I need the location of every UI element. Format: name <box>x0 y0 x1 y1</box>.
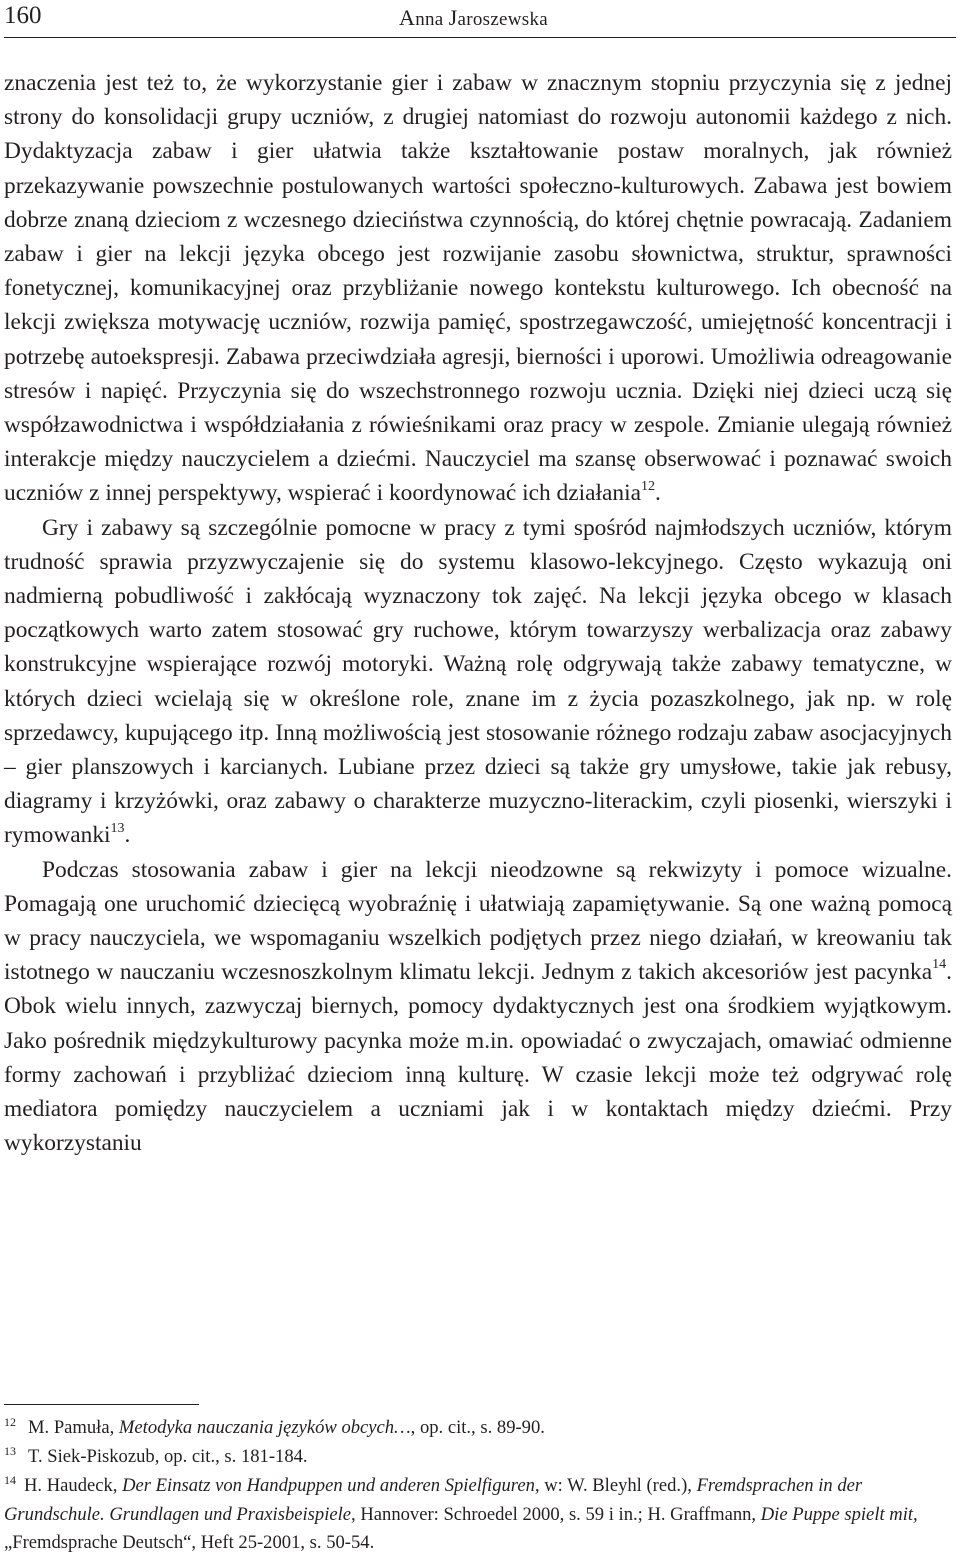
author-initial-first: A <box>399 5 416 30</box>
header-rule <box>4 37 956 38</box>
footnote-12 <box>4 1414 952 1443</box>
footnote-12-author: M. Pamuła, <box>28 1417 119 1438</box>
paragraph-3-text-b: . Obok wielu innych, zazwyczaj biernych, pomocy dydaktycznych jest ona środkiem wyjątkowym. Jako pośrednik międzykulturowy pacynka może m.in. opowiadać o zwyczajach, omawiać odmienne formy zachowań i przybliżać dzieciom inną kulturę. W czasie lekcji może też odgrywać rolę mediatora pomiędzy nauczycielem a uczniami jak i w kontaktach między dziećmi. Przy wykorzystaniu <box>4 959 952 1157</box>
footnote-14-mid2: Hannover: Schroedel 2000, s. 59 i in.; H. Graffmann, <box>355 1504 761 1525</box>
footnote-14-author: H. Haudeck, <box>24 1475 123 1496</box>
author-rest-first: nna <box>415 9 449 30</box>
author-initial-last: J <box>448 5 458 30</box>
footnote-13-number: 13 <box>4 1444 16 1458</box>
footnote-14-title3: Die Puppe spielt mit, <box>760 1504 918 1525</box>
footnote-12-title: Metodyka nauczania języków obcych… <box>118 1417 411 1438</box>
paragraph-2-end: . <box>124 822 131 849</box>
running-head-author <box>399 5 548 31</box>
footnote-14 <box>4 1472 952 1557</box>
footnote-12-rest: , op. cit., s. 89-90. <box>410 1417 545 1438</box>
footnote-14-title: Der Einsatz von Handpuppen und anderen Spielfiguren, <box>122 1475 540 1496</box>
footnote-ref-14: 14 <box>932 957 947 973</box>
footnote-14-number: 14 <box>4 1473 16 1487</box>
paragraph-3-text-a: Podczas stosowania zabaw i gier na lekcji nieodzowne są rekwizyty i pomoce wizualne. Pomagają one uruchomić dziecięcą wyobraźnię i ułatwiają zapamiętywanie. Są one ważną pomocą w pracy nauczyciela, we wspomaganiu wszelkich podjętych przez niego działań, w kreowaniu tak istotnego w nauczaniu wczesnoszkolnym klimatu lekcji. Jednym z takich akcesoriów jest pacynka <box>4 856 952 986</box>
paragraph-1-text: znaczenia jest też to, że wykorzystanie gier i zabaw w znacznym stopniu przyczynia się z jednej strony do konsolidacji grupy uczniów, z drugiej natomiast do rozwoju autonomii każdego z nich. Dydaktyzacja zabaw i gier ułatwia także kształtowanie postaw moralnych, jak również przekazywanie powszechnie postulowanych wartości społeczno-kulturowych. Zabawa jest bowiem dobrze znaną dzieciom z wczesnego dzieciństwa czynnością, do której chętnie powracają. Zadaniem zabaw i gier na lekcji języka obcego jest rozwijanie zasobu słownictwa, struktur, sprawności fonetycznej, komunikacyjnej oraz przybliżanie nowego kontekstu kulturowego. Ich obecność na lekcji zwiększa motywację uczniów, rozwija pamięć, spostrzegawczość, umiejętność koncentracji i potrzebę autoekspresji. Zabawa przeciwdziała agresji, bierności i uporowi. Umożliwia odreagowanie stresów i napięć. Przyczynia się do wszechstronnego rozwoju ucznia. Dzięki niej dzieci uczą się współzawodnictwa i współdziałania z rówieśnikami oraz pracy w zespole. Zmianie ulegają również interakcje między nauczycielem a dziećmi. Nauczyciel ma szansę obserwować i poznawać swoich uczniów z innej perspektywy, wspierać i koordynować ich działania <box>4 70 952 507</box>
footnote-ref-12: 12 <box>640 478 655 494</box>
footnote-14-title2: Fremdsprachen in der Grundschule. Grundlagen und Praxisbeispiele, <box>4 1475 863 1525</box>
page-header <box>0 0 960 38</box>
footnote-12-number: 12 <box>4 1415 16 1429</box>
paragraph-1-end: . <box>654 480 661 507</box>
footnote-13-text: T. Siek-Piskozub, op. cit., s. 181-184. <box>28 1446 308 1467</box>
paragraph-2 <box>4 511 952 853</box>
paragraph-1 <box>4 66 952 511</box>
footnote-13 <box>4 1443 952 1472</box>
page-number: 160 <box>4 2 42 29</box>
body-text <box>4 66 952 1161</box>
footnotes <box>4 1414 952 1557</box>
footnote-14-end: „Fremdsprache Deutsch“, Heft 25-2001, s. 50-54. <box>4 1532 375 1553</box>
footnote-rule <box>4 1404 199 1405</box>
author-rest-last: aroszewska <box>457 9 549 30</box>
footnote-14-mid1: w: W. Bleyhl (red.), <box>539 1475 697 1496</box>
footnote-ref-13: 13 <box>110 820 125 836</box>
paragraph-3 <box>4 853 952 1161</box>
paragraph-2-text: Gry i zabawy są szczególnie pomocne w pracy z tymi spośród najmłodszych uczniów, którym trudność sprawia przyzwyczajenie się do systemu klasowo-lekcyjnego. Często wykazują oni nadmierną pobudliwość i zakłócają wyznaczony tok zajęć. Na lekcji języka obcego w klasach początkowych warto zatem stosować gry ruchowe, którym towarzyszy werbalizacja oraz zabawy konstrukcyjne wspierające rozwój motoryki. Ważną rolę odgrywają także zabawy tematyczne, w których dzieci wcielają się w określone role, znane im z życia pozaszkolnego, jak np. w rolę sprzedawcy, kupującego itp. Inną możliwością jest stosowanie różnego rodzaju zabaw asocjacyjnych – gier planszowych i karcianych. Lubiane przez dzieci są także gry umysłowe, takie jak rebusy, diagramy i krzyżówki, oraz zabawy o charakterze muzyczno-literackim, czyli piosenki, wierszyki i rymowanki <box>4 514 952 849</box>
